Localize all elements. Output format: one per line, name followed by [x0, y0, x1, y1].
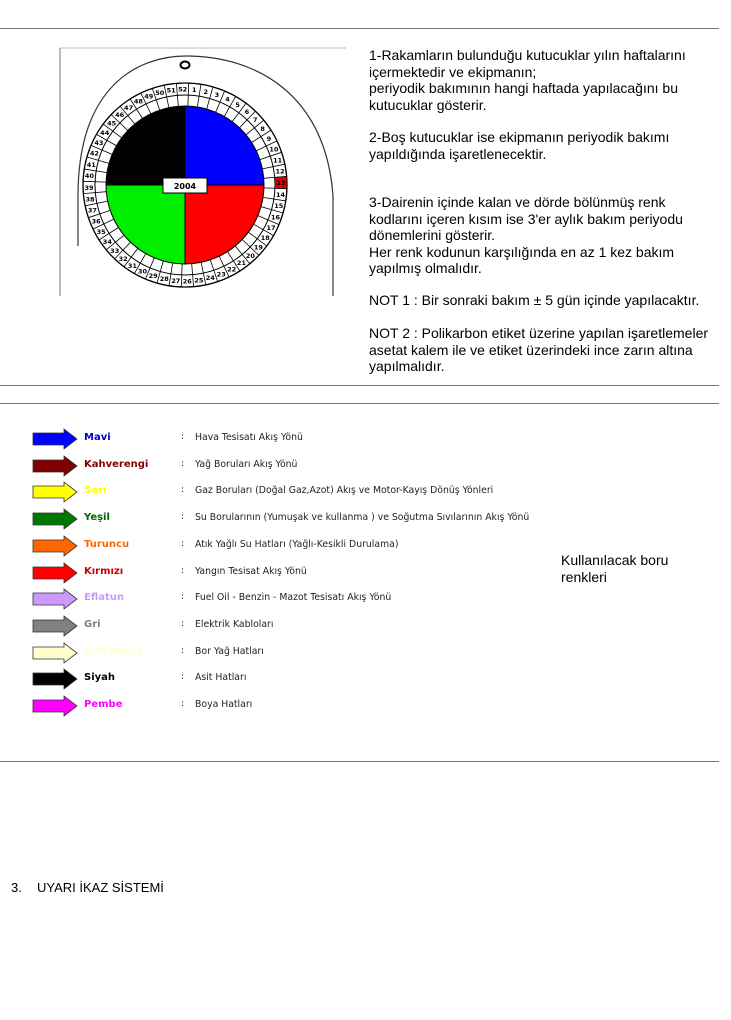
legend-row [32, 695, 552, 717]
wheel-week-number: 12 [275, 167, 285, 176]
wheel-week-number: 45 [107, 119, 117, 128]
maintenance-note-1 [369, 292, 719, 309]
legend-colon: : [181, 618, 185, 629]
section-title: UYARI İKAZ SİSTEMİ [37, 880, 164, 895]
wheel-week-number: 2 [203, 87, 208, 96]
wheel-week-number: 31 [127, 261, 137, 270]
wheel-week-number: 18 [260, 234, 270, 243]
legend-description: Fuel Oil - Benzin - Mazot Tesisatı Akış Yönü [195, 592, 392, 604]
section-rule-2 [0, 403, 719, 404]
arrow-icon [32, 642, 78, 664]
legend-row [32, 562, 552, 584]
wheel-week-number: 30 [137, 267, 147, 276]
wheel-week-number: 11 [273, 156, 283, 165]
maintenance-note-2 [369, 325, 719, 375]
wheel-week-number: 26 [182, 277, 192, 286]
legend-color-name: Gri [84, 618, 101, 630]
arrow-icon [32, 455, 78, 477]
legend-colon: : [181, 512, 185, 523]
legend-description: Yağ Boruları Akış Yönü [195, 458, 298, 470]
maintenance-para-2 [369, 129, 719, 162]
para-3-line-1: 3-Dairenin içinde kalan ve dörde bölünmüş renk kodlarını içeren kısım ise 3'er aylık bakım periyodu dönemlerini gösterir. [369, 194, 683, 243]
legend-description: Bor Yağ Hatları [195, 645, 264, 657]
wheel-week-number: 40 [84, 172, 94, 181]
wheel-week-number: 39 [84, 183, 94, 192]
wheel-week-number: 3 [214, 90, 220, 99]
legend-description: Hava Tesisatı Akış Yönü [195, 432, 303, 443]
maintenance-para-1 [369, 47, 719, 113]
note-1-text: NOT 1 : Bir sonraki bakım ± 5 gün içinde yapılacaktır. [369, 292, 700, 308]
legend-colon: : [181, 672, 185, 683]
legend-color-name: Turuncu [84, 538, 130, 550]
arrow-icon [32, 695, 78, 717]
wheel-week-number: 44 [100, 128, 110, 137]
wheel-week-number: 38 [85, 195, 95, 204]
wheel-week-number: 29 [148, 272, 158, 281]
wheel-week-number: 48 [133, 97, 143, 106]
legend-row [32, 668, 552, 690]
wheel-week-number: 51 [166, 86, 176, 95]
top-rule [0, 28, 719, 29]
wheel-week-number: 15 [274, 202, 284, 211]
para-1-line-2: periyodik bakımının hangi haftada yapılacağını bu kutucuklar gösterir. [369, 80, 678, 113]
legend-color-name: Yeşil [84, 512, 110, 524]
legend-row [32, 481, 552, 503]
legend-description: Boya Hatları [195, 699, 253, 710]
wheel-week-number: 52 [178, 85, 188, 94]
wheel-week-number: 41 [86, 160, 96, 169]
wheel-week-number: 14 [276, 190, 286, 199]
legend-row [32, 508, 552, 530]
pipe-colors-title: Kullanılacak boru renkleri [561, 552, 669, 585]
maintenance-wheel-graphic [58, 46, 348, 298]
legend-colon: : [181, 485, 185, 496]
wheel-week-number: 36 [91, 217, 101, 226]
wheel-week-number: 27 [171, 277, 181, 286]
legend-row [32, 428, 552, 450]
arrow-icon [32, 668, 78, 690]
legend-colon: : [181, 699, 185, 709]
legend-row [32, 642, 552, 664]
wheel-week-number: 43 [94, 138, 104, 147]
legend-description: Elektrik Kabloları [195, 618, 274, 630]
wheel-week-number: 35 [96, 228, 106, 237]
wheel-week-number: 24 [205, 274, 215, 283]
wheel-week-number: 20 [245, 251, 255, 260]
wheel-hanging-hole [181, 62, 190, 69]
para-3-line-2: Her renk kodunun karşılığında en az 1 kez bakım yapılmış olmalıdır. [369, 243, 675, 276]
legend-color-name: Mavi [84, 432, 111, 443]
legend-color-name: Bufl Beyaz [84, 645, 144, 657]
wheel-week-number: 13 [276, 179, 286, 188]
legend-description: Su Borularının (Yumuşak ve kullanma ) ve Soğutma Sıvılarının Akış Yönü [195, 512, 530, 524]
wheel-week-number: 42 [89, 149, 99, 158]
wheel-week-number: 7 [253, 116, 258, 125]
section-rule-1 [0, 385, 719, 386]
arrow-icon [32, 428, 78, 450]
wheel-week-number: 21 [236, 259, 246, 268]
legend-color-name: Eflatun [84, 592, 125, 604]
legend-row [32, 615, 552, 637]
arrow-icon [32, 562, 78, 584]
section-rule-3 [0, 761, 719, 762]
wheel-week-number: 6 [244, 108, 250, 117]
legend-description: Yangın Tesisat Akış Yönü [195, 565, 307, 577]
wheel-week-number: 19 [253, 243, 263, 252]
para-1-line-1: 1-Rakamların bulunduğu kutucuklar yılın haftalarını içermektedir ve ekipmanın; [369, 47, 686, 80]
legend-colon: : [181, 432, 185, 442]
legend-color-name: Siyah [84, 672, 116, 684]
para-2-line-1: 2-Boş kutucuklar ise ekipmanın periyodik bakımı yapıldığında işaretlenecektir. [369, 129, 670, 162]
arrow-icon [32, 535, 78, 557]
wheel-year-label: 2004 [173, 182, 197, 191]
legend-row [32, 588, 552, 610]
wheel-week-number: 22 [227, 265, 237, 274]
arrow-icon [32, 508, 78, 530]
wheel-week-number: 25 [194, 276, 204, 285]
legend-row [32, 455, 552, 477]
maintenance-para-3 [369, 194, 719, 277]
legend-colon: : [181, 565, 185, 576]
legend-color-name: Pembe [84, 699, 123, 710]
legend-colon: : [181, 538, 185, 549]
wheel-week-number: 28 [159, 275, 169, 284]
wheel-week-number: 47 [124, 103, 134, 112]
wheel-week-number: 23 [216, 270, 226, 279]
arrow-icon [32, 588, 78, 610]
wheel-week-number: 50 [155, 88, 165, 97]
wheel-week-number: 10 [269, 145, 279, 154]
legend-colon: : [181, 645, 185, 656]
arrow-icon [32, 615, 78, 637]
legend-description: Asit Hatları [195, 672, 247, 684]
legend-colon: : [181, 458, 185, 469]
legend-color-name: Kırmızı [84, 565, 124, 577]
wheel-week-number: 32 [118, 254, 128, 263]
legend-color-name: Kahverengi [84, 458, 149, 470]
wheel-week-number: 16 [271, 213, 281, 222]
legend-row [32, 535, 552, 557]
wheel-week-number: 5 [235, 101, 240, 110]
wheel-week-number: 46 [115, 111, 125, 120]
section-number: 3. [11, 880, 22, 895]
wheel-week-number: 1 [191, 85, 197, 94]
wheel-week-number: 49 [144, 92, 154, 101]
maintenance-wheel-label [58, 46, 348, 298]
legend-description: Gaz Boruları (Doğal Gaz,Azot) Akış ve Motor-Kayış Dönüş Yönleri [195, 485, 494, 497]
wheel-week-number: 37 [87, 206, 97, 215]
section-heading [11, 880, 164, 895]
legend-color-name: Sarı [84, 485, 107, 497]
wheel-week-number: 4 [225, 95, 230, 104]
wheel-week-number: 9 [266, 134, 272, 143]
wheel-week-number: 17 [266, 224, 276, 233]
note-2-text: NOT 2 : Polikarbon etiket üzerine yapılan işaretlemeler asetat kalem ile ve etiket üzerindeki ince zarın altına yapılmalıdır. [369, 325, 709, 374]
wheel-week-number: 8 [260, 125, 265, 134]
legend-colon: : [181, 592, 185, 603]
arrow-icon [32, 481, 78, 503]
wheel-week-number: 34 [102, 237, 112, 246]
legend-description: Atık Yağlı Su Hatları (Yağlı-Kesikli Durulama) [195, 538, 399, 550]
wheel-week-number: 33 [110, 246, 120, 255]
